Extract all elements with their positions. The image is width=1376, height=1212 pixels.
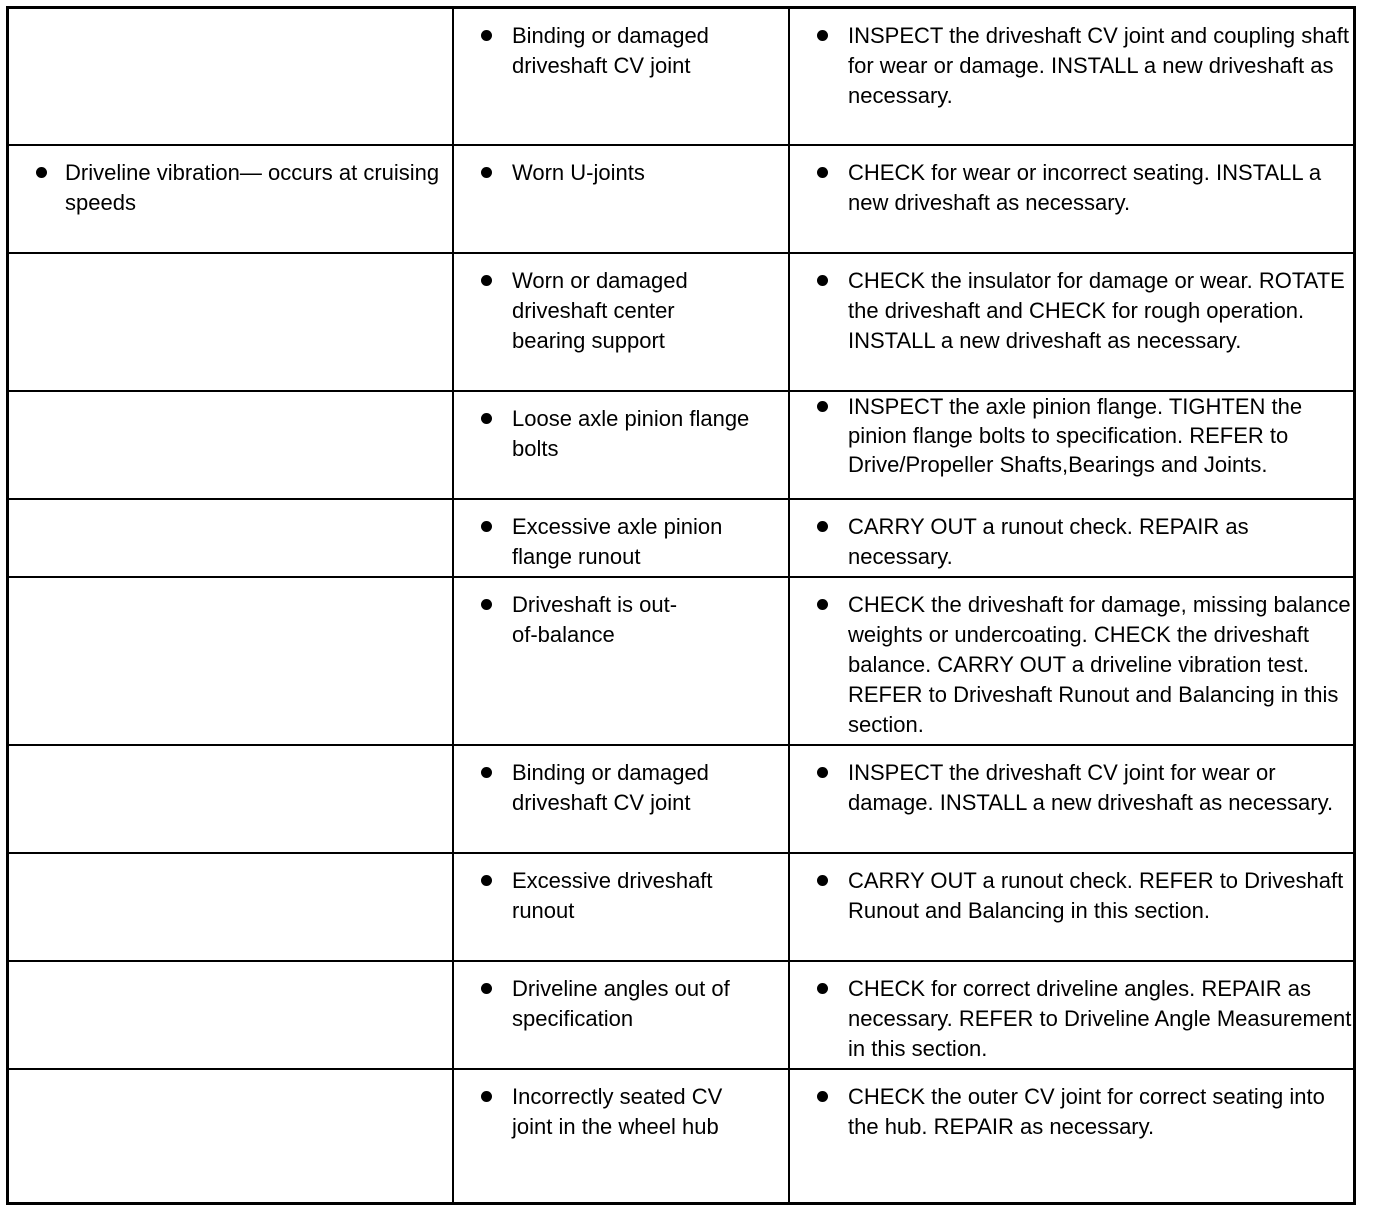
- table-row: [9, 392, 1353, 500]
- cause-cell: [454, 254, 788, 390]
- action-cell: [790, 254, 1353, 390]
- action-text: INSPECT the driveshaft CV joint and coupling shaft for wear or damage. INSTALL a new driveshaft as necessary.: [848, 23, 1349, 108]
- action-cell: [790, 392, 1353, 498]
- action-text: CHECK for wear or incorrect seating. INSTALL a new driveshaft as necessary.: [848, 160, 1322, 215]
- cause-text: Excessive driveshaft runout: [512, 868, 713, 923]
- table-row: [9, 9, 1353, 146]
- action-text: CHECK for correct driveline angles. REPAIR as necessary. REFER to Driveline Angle Measurement in this section.: [848, 976, 1352, 1061]
- bullet-icon: [481, 413, 492, 424]
- bullet-icon: [817, 167, 828, 178]
- table-row: [9, 254, 1353, 392]
- bullet-icon: [481, 983, 492, 994]
- table-row: [9, 146, 1353, 254]
- cause-cell: [454, 500, 788, 576]
- action-text: CHECK the outer CV joint for correct seating into the hub. REPAIR as necessary.: [848, 1084, 1325, 1139]
- action-cell: [790, 854, 1353, 960]
- bullet-icon: [817, 983, 828, 994]
- cause-cell: [454, 1070, 788, 1202]
- action-text: CHECK the insulator for damage or wear. ROTATE the driveshaft and CHECK for rough operation. INSTALL a new driveshaft as necessary.: [848, 268, 1345, 353]
- bullet-icon: [817, 767, 828, 778]
- cause-cell: [454, 746, 788, 852]
- cause-cell: [454, 854, 788, 960]
- action-cell: [790, 146, 1353, 252]
- bullet-icon: [481, 1091, 492, 1102]
- bullet-icon: [817, 401, 828, 412]
- condition-cell: [9, 9, 452, 144]
- action-cell: [790, 578, 1353, 744]
- condition-text: Driveline vibration— occurs at cruising speeds: [65, 160, 440, 215]
- cause-cell: [454, 146, 788, 252]
- bullet-icon: [481, 767, 492, 778]
- bullet-icon: [817, 275, 828, 286]
- table-row: [9, 500, 1353, 578]
- bullet-icon: [481, 275, 492, 286]
- condition-cell: [9, 962, 452, 1068]
- action-text: CHECK the driveshaft for damage, missing balance weights or undercoating. CHECK the driveshaft balance. CARRY OUT a driveline vibration test. REFER to Driveshaft Runout and Balancing in this section.: [848, 592, 1351, 737]
- cause-text: Binding or damaged driveshaft CV joint: [512, 23, 709, 78]
- bullet-icon: [36, 167, 47, 178]
- bullet-icon: [481, 30, 492, 41]
- bullet-icon: [481, 521, 492, 532]
- cause-cell: [454, 962, 788, 1068]
- condition-cell: [9, 1070, 452, 1202]
- cause-cell: [454, 9, 788, 144]
- table-row: [9, 1070, 1353, 1202]
- action-cell: [790, 9, 1353, 144]
- condition-cell: [9, 500, 452, 576]
- condition-cell: [9, 854, 452, 960]
- action-text: CARRY OUT a runout check. REPAIR as necessary.: [848, 514, 1249, 569]
- cause-cell: [454, 578, 788, 744]
- action-cell: [790, 746, 1353, 852]
- table-row: [9, 854, 1353, 962]
- table-row: [9, 746, 1353, 854]
- bullet-icon: [817, 875, 828, 886]
- condition-cell: [9, 746, 452, 852]
- action-cell: [790, 500, 1353, 576]
- cause-text: Incorrectly seated CV joint in the wheel hub: [512, 1084, 723, 1139]
- action-text: INSPECT the axle pinion flange. TIGHTEN the pinion flange bolts to specification. REFER to Drive/Propeller Shafts,Bearings and Joints.: [848, 394, 1303, 477]
- bullet-icon: [817, 599, 828, 610]
- cause-text: Excessive axle pinion flange runout: [512, 514, 723, 569]
- action-cell: [790, 962, 1353, 1068]
- bullet-icon: [817, 30, 828, 41]
- bullet-icon: [481, 875, 492, 886]
- condition-cell: [9, 392, 452, 498]
- action-cell: [790, 1070, 1353, 1202]
- cause-cell: [454, 392, 788, 498]
- bullet-icon: [817, 521, 828, 532]
- cause-text: Binding or damaged driveshaft CV joint: [512, 760, 709, 815]
- cause-text: Worn U-joints: [512, 160, 645, 185]
- bullet-icon: [481, 599, 492, 610]
- cause-text: Driveshaft is out-of-balance: [512, 592, 678, 647]
- action-text: INSPECT the driveshaft CV joint for wear or damage. INSTALL a new driveshaft as necessary.: [848, 760, 1334, 815]
- table-row: [9, 578, 1353, 746]
- condition-cell: [9, 578, 452, 744]
- bullet-icon: [817, 1091, 828, 1102]
- action-text: CARRY OUT a runout check. REFER to Driveshaft Runout and Balancing in this section.: [848, 868, 1344, 923]
- table-row: [9, 962, 1353, 1070]
- cause-text: Worn or damaged driveshaft center bearing support: [512, 268, 688, 353]
- condition-cell: [9, 146, 452, 252]
- bullet-icon: [481, 167, 492, 178]
- cause-text: Driveline angles out of specification: [512, 976, 730, 1031]
- diagnosis-table: [6, 6, 1356, 1205]
- cause-text: Loose axle pinion flange bolts: [512, 406, 750, 461]
- condition-cell: [9, 254, 452, 390]
